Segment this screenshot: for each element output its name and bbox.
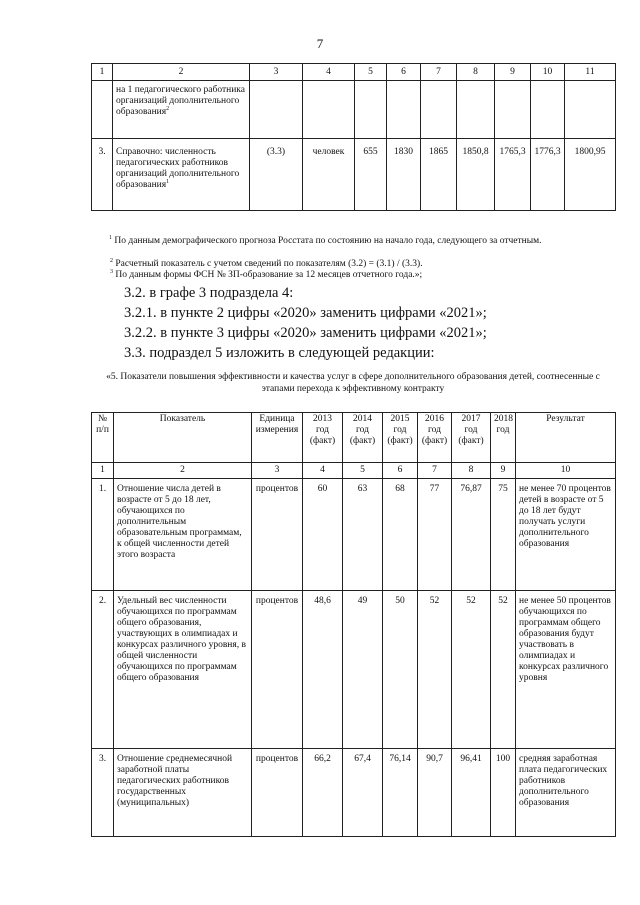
value-cell: 1800,95 [565, 139, 616, 211]
indicator-code: (3.3) [250, 139, 303, 211]
indicator-text: Справочно: численность педагогических работников организаций дополнительного образования$^1$ [113, 139, 250, 211]
amendment-line: 3.2. в графе 3 подраздела 4: [124, 285, 294, 301]
value-cell: 1765,3 [495, 139, 531, 211]
table2-col-10: 10 [516, 463, 616, 479]
row-number: 3. [92, 139, 113, 211]
table1-col-1: 1 [92, 64, 113, 81]
unit: процентов [252, 479, 303, 591]
amendment-line: 3.2.1. в пункте 2 цифры «2020» заменить цифрами «2021»; [124, 305, 487, 321]
value-cell: 76,14 [383, 749, 418, 837]
header-2015: 2015 год (факт) [383, 413, 418, 463]
header-result: Результат [516, 413, 616, 463]
value-cell: 60 [303, 479, 343, 591]
row-number: 2. [92, 591, 114, 749]
value-cell: 52 [491, 591, 516, 749]
table1-col-9: 9 [495, 64, 531, 81]
value-cell: 66,2 [303, 749, 343, 837]
value-cell: 90,7 [418, 749, 452, 837]
value-cell: 67,4 [343, 749, 383, 837]
header-2017: 2017 год (факт) [452, 413, 491, 463]
efficiency-indicators-table [91, 412, 616, 837]
table2-col-6: 6 [383, 463, 418, 479]
table1-col-4: 4 [303, 64, 355, 81]
table-row [92, 591, 616, 749]
table2-col-7: 7 [418, 463, 452, 479]
table1-col-3: 3 [250, 64, 303, 81]
table1-col-8: 8 [457, 64, 495, 81]
value-cell: 48,6 [303, 591, 343, 749]
table1-col-5: 5 [355, 64, 387, 81]
value-cell: 77 [418, 479, 452, 591]
section-title: «5. Показатели повышения эффективности и качества услуг в сфере дополнительного образования детей, соотнесенные с этапами перехода к эффективному контракту [106, 372, 600, 394]
result-text: средняя заработная плата педагогических работников дополнительного образования [516, 749, 616, 837]
table-row [92, 479, 616, 591]
value-cell: 1776,3 [531, 139, 565, 211]
table2-header [92, 413, 616, 463]
header-indicator: Показатель [114, 413, 252, 463]
table1-col-7: 7 [421, 64, 457, 81]
footnote-2: $^2$ Расчетный показатель с учетом сведений по показателям (3.2) = (3.1) / (3.3). [110, 257, 423, 269]
value-cell: 655 [355, 139, 387, 211]
footnote-3: $^3$ По данным формы ФСН № ЗП-образование за 12 месяцев отчетного года.»; [110, 268, 423, 280]
amendment-line: 3.3. подраздел 5 изложить в следующей редакции: [124, 345, 435, 361]
table2-col-5: 5 [343, 463, 383, 479]
header-2018: 2018 год [491, 413, 516, 463]
indicator-text: на 1 педагогического работника организаций дополнительного образования$^2$ [113, 81, 250, 139]
table-row [92, 749, 616, 837]
unit: процентов [252, 591, 303, 749]
header-2016: 2016 год (факт) [418, 413, 452, 463]
unit: человек [303, 139, 355, 211]
table-row [92, 81, 616, 139]
value-cell: 75 [491, 479, 516, 591]
header-num: № п/п [92, 413, 114, 463]
footnote-1: $^1$ По данным демографического прогноза Росстата по состоянию на начало года, следующего за отчетным. [109, 234, 542, 246]
table-row [92, 139, 616, 211]
value-cell: 52 [418, 591, 452, 749]
value-cell: 100 [491, 749, 516, 837]
table1-col-2: 2 [113, 64, 250, 81]
indicators-table-continued [91, 63, 616, 211]
table1-col-6: 6 [387, 64, 421, 81]
indicator-text: Отношение среднемесячной заработной платы педагогических работников государственных (муниципальных) [114, 749, 252, 837]
header-2013: 2013 год (факт) [303, 413, 343, 463]
value-cell: 1865 [421, 139, 457, 211]
row-number: 3. [92, 749, 114, 837]
table2-column-numbers [92, 463, 616, 479]
table2-col-8: 8 [452, 463, 491, 479]
value-cell: 1830 [387, 139, 421, 211]
table1-column-numbers [92, 64, 616, 81]
table1-col-11: 11 [565, 64, 616, 81]
result-text: не менее 70 процентов детей в возрасте от 5 до 18 лет будут получать услуги дополнительного образования [516, 479, 616, 591]
table2-col-3: 3 [252, 463, 303, 479]
header-unit: Единица измерения [252, 413, 303, 463]
table1-col-10: 10 [531, 64, 565, 81]
value-cell: 1850,8 [457, 139, 495, 211]
indicator-text: Удельный вес численности обучающихся по программам общего образования, участвующих в олимпиадах и конкурсах различного уровня, в общей численности обучающихся по программам общего образования [114, 591, 252, 749]
value-cell: 50 [383, 591, 418, 749]
table2-col-9: 9 [491, 463, 516, 479]
value-cell: 68 [383, 479, 418, 591]
value-cell: 52 [452, 591, 491, 749]
table2-col-1: 1 [92, 463, 114, 479]
value-cell: 76,87 [452, 479, 491, 591]
row-number: 1. [92, 479, 114, 591]
page-number: 7 [316, 36, 324, 51]
unit: процентов [252, 749, 303, 837]
table2-col-4: 4 [303, 463, 343, 479]
header-2014: 2014 год (факт) [343, 413, 383, 463]
value-cell: 96,41 [452, 749, 491, 837]
value-cell: 49 [343, 591, 383, 749]
table2-col-2: 2 [114, 463, 252, 479]
value-cell: 63 [343, 479, 383, 591]
indicator-text: Отношение числа детей в возрасте от 5 до 18 лет, обучающихся по дополнительным образовательным программам, к общей численности детей этого возраста [114, 479, 252, 591]
amendment-line: 3.2.2. в пункте 3 цифры «2020» заменить цифрами «2021»; [124, 325, 487, 341]
result-text: не менее 50 процентов обучающихся по программам общего образования будут участвовать в олимпиадах и конкурсах различного уровня [516, 591, 616, 749]
